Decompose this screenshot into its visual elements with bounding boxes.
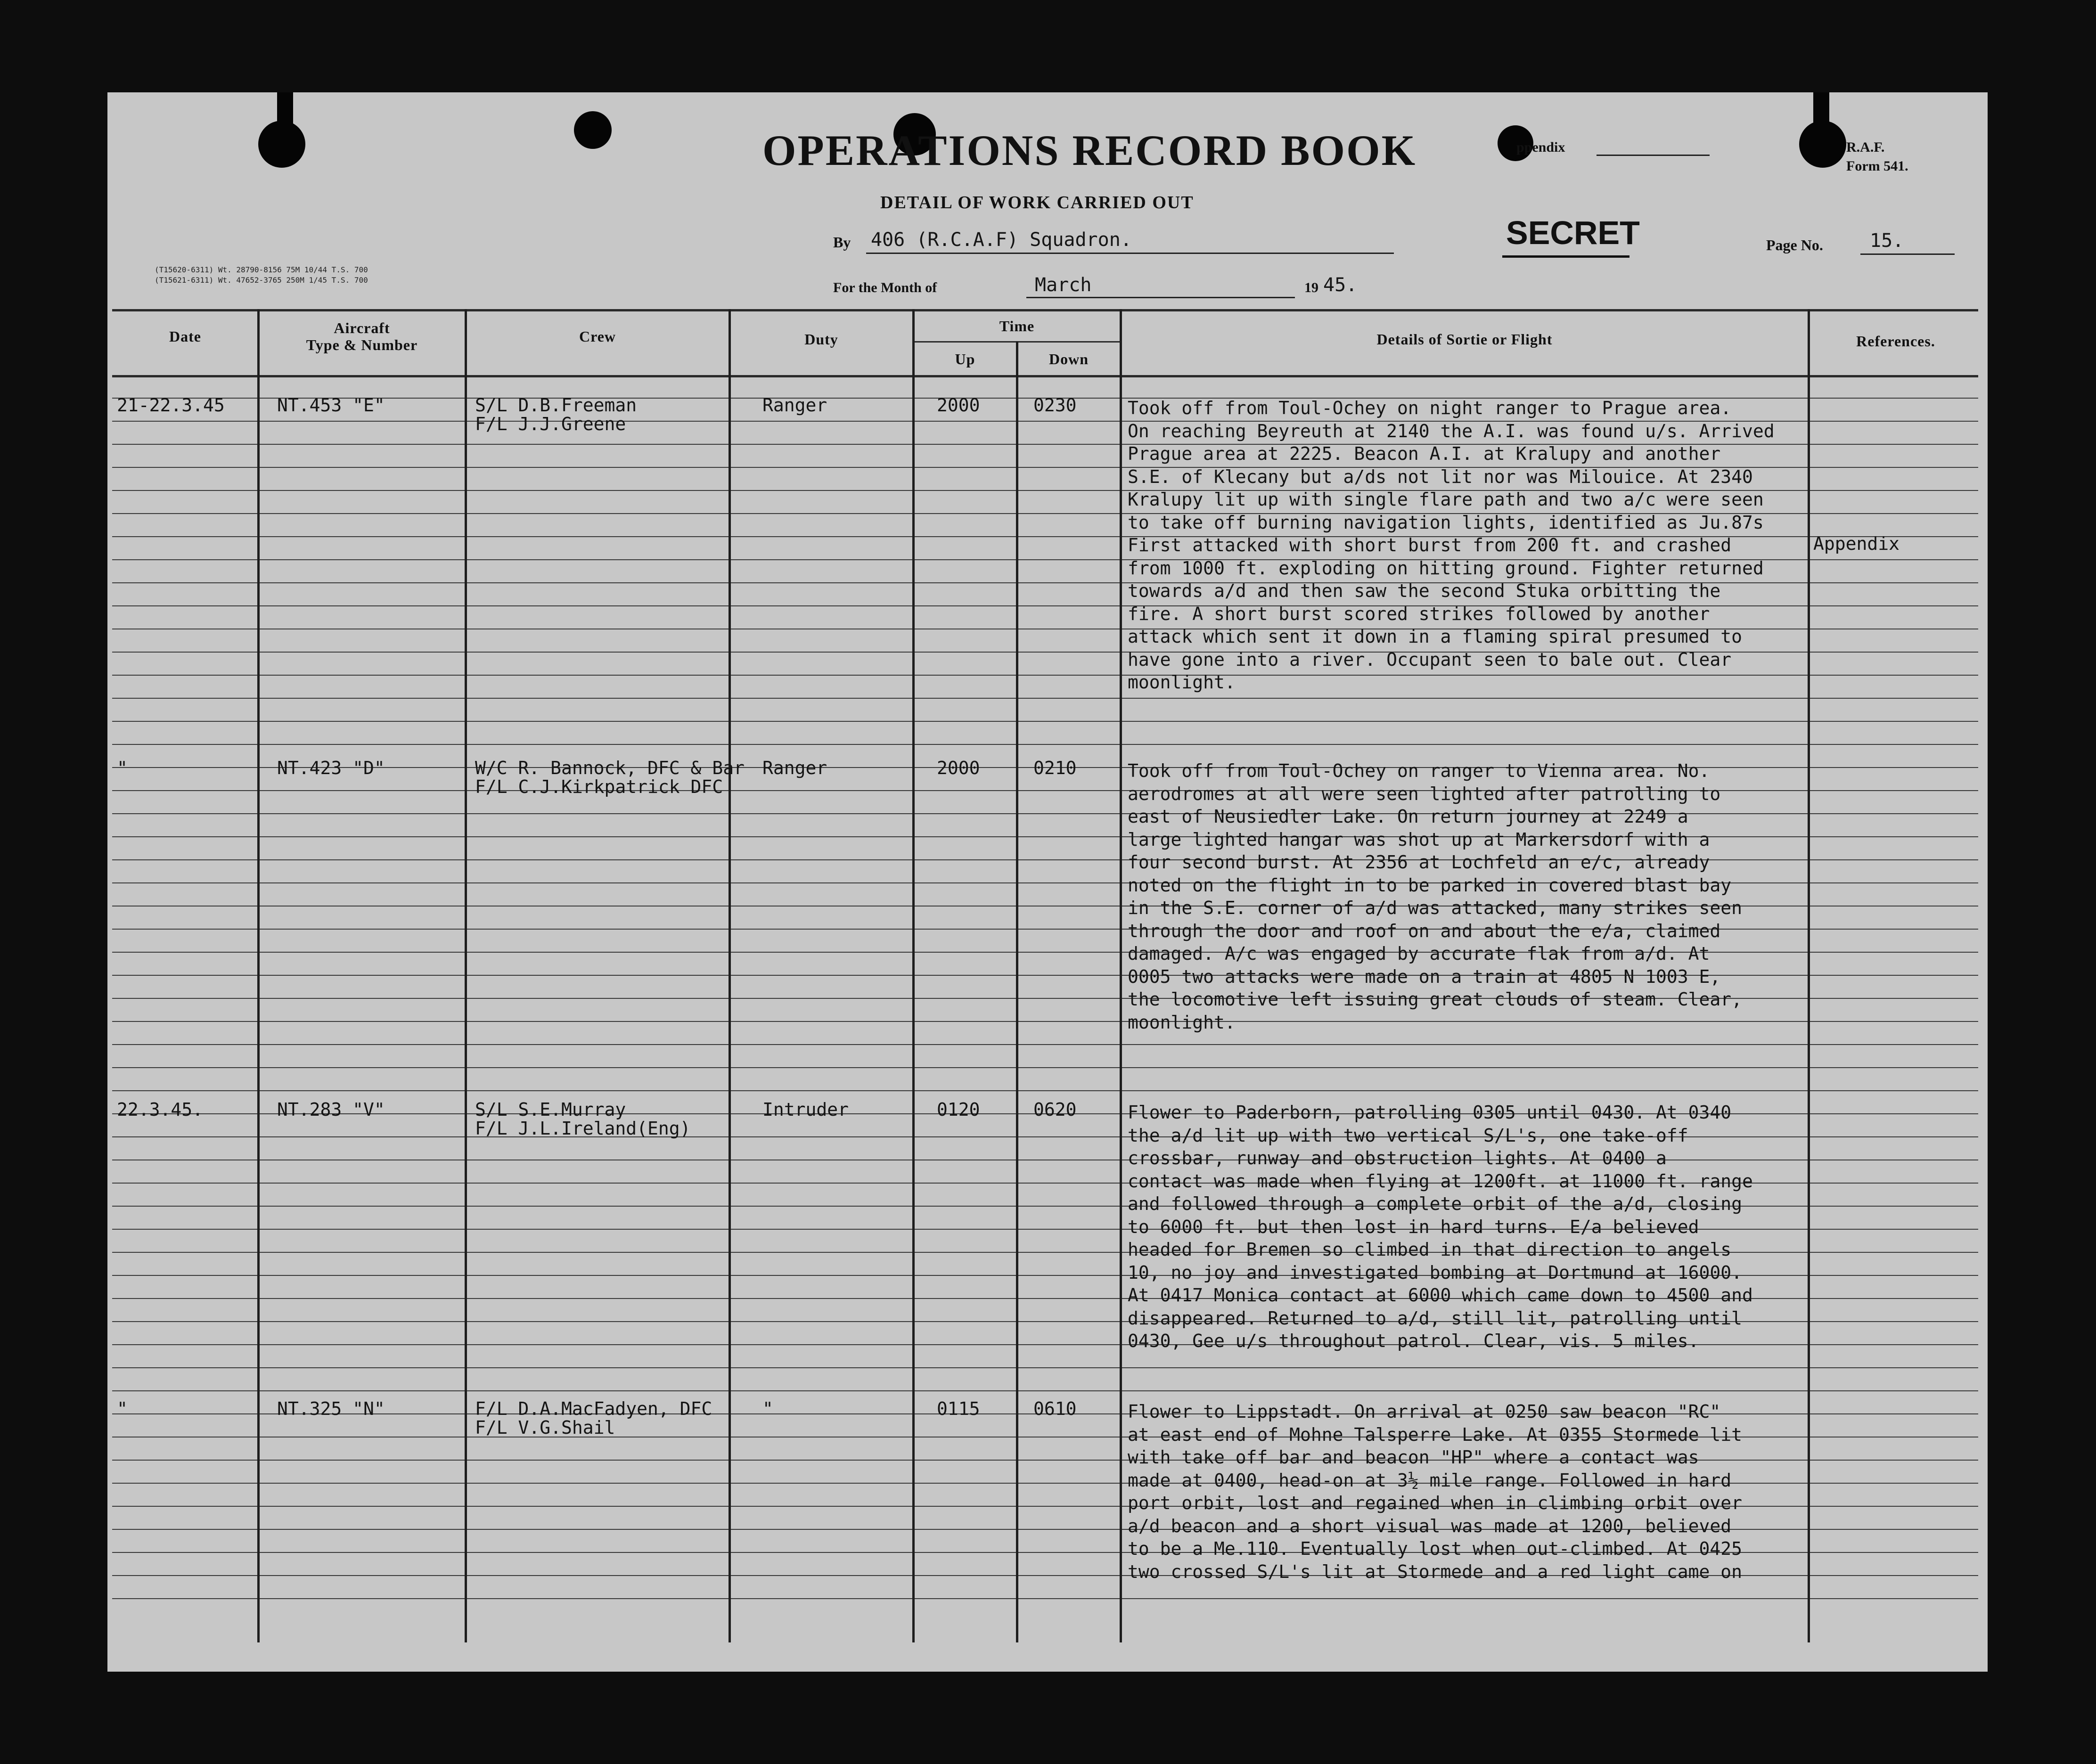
- entry-detail-line: Took off from Toul-Ochey on night ranger to Prague area.: [1128, 398, 1732, 418]
- header-bottom-border: [112, 375, 1978, 377]
- entry-detail-line: a/d beacon and a short visual was made at 1200, believed: [1128, 1515, 1732, 1536]
- entry-detail-line: moonlight.: [1128, 672, 1236, 693]
- entry-detail-line: Prague area at 2225. Beacon A.I. at Kralupy and another: [1128, 443, 1721, 464]
- ruled-line: [112, 698, 1978, 699]
- entry-detail-line: contact was made when flying at 1200ft. at 11000 ft. range: [1128, 1170, 1753, 1192]
- entry-detail-line: made at 0400, head-on at 3½ mile range. Followed in hard: [1128, 1470, 1732, 1491]
- entry-detail-line: Flower to Lippstadt. On arrival at 0250 saw beacon "RC": [1128, 1401, 1721, 1422]
- entry-crew-member: W/C R. Bannock, DFC & Bar: [475, 758, 745, 778]
- col-date: Date: [169, 328, 201, 345]
- entry-time-up: 0115: [937, 1398, 980, 1419]
- entry-date: 21-22.3.45: [117, 395, 225, 416]
- entry-detail-line: east of Neusiedler Lake. On return journey at 2249 a: [1128, 806, 1688, 827]
- column-rule: [1120, 309, 1122, 1642]
- ruled-line: [112, 1390, 1978, 1391]
- print-code-1: (T15620-6311) Wt. 28790-8156 75M 10/44 T.S. 700: [155, 265, 368, 274]
- entry-detail-line: the locomotive left issuing great clouds of steam. Clear,: [1128, 989, 1743, 1010]
- entry-detail-line: at east end of Mohne Talsperre Lake. At 0355 Stormede lit: [1128, 1424, 1743, 1445]
- col-details: Details of Sortie or Flight: [1376, 331, 1553, 348]
- entry-time-up: 0120: [937, 1099, 980, 1120]
- ruled-line: [112, 721, 1978, 722]
- entry-aircraft: NT.325 "N": [277, 1398, 385, 1419]
- column-rule: [912, 309, 915, 1642]
- entry-aircraft: NT.423 "D": [277, 758, 385, 778]
- ruled-line: [112, 813, 1978, 814]
- entry-duty: Ranger: [762, 395, 827, 416]
- col-aircraft-1: Aircraft: [334, 319, 390, 336]
- month-value: March: [1035, 274, 1092, 296]
- ruled-line: [112, 1598, 1978, 1599]
- entry-detail-line: have gone into a river. Occupant seen to bale out. Clear: [1128, 649, 1732, 670]
- entry-detail-line: aerodromes at all were seen lighted after patrolling to: [1128, 783, 1721, 804]
- entry-detail-line: four second burst. At 2356 at Lochfeld an e/c, already: [1128, 852, 1710, 873]
- entry-date: 22.3.45.: [117, 1099, 204, 1120]
- entry-detail-line: 10, no joy and investigated bombing at Dortmund at 16000.: [1128, 1262, 1743, 1283]
- entry-detail-line: Flower to Paderborn, patrolling 0305 until 0430. At 0340: [1128, 1102, 1732, 1123]
- form-ref-line1: R.A.F.: [1846, 139, 1885, 155]
- entry-detail-line: the a/d lit up with two vertical S/L's, one take-off: [1128, 1125, 1688, 1146]
- entry-detail-line: to be a Me.110. Eventually lost when out-climbed. At 0425: [1128, 1538, 1743, 1559]
- entry-crew-member: F/L J.J.Greene: [475, 414, 626, 434]
- entry-time-up: 2000: [937, 395, 980, 416]
- col-crew: Crew: [579, 328, 616, 345]
- entry-duty: Ranger: [762, 758, 827, 778]
- record-sheet: [107, 92, 1988, 1672]
- entry-detail-line: in the S.E. corner of a/d was attacked, many strikes seen: [1128, 898, 1743, 918]
- form-subtitle: DETAIL OF WORK CARRIED OUT: [880, 193, 1194, 212]
- sortie-table: [107, 92, 1988, 1672]
- table-top-border: [112, 309, 1978, 311]
- year-prefix: 19: [1304, 280, 1318, 295]
- column-rule: [1016, 341, 1018, 1642]
- entry-detail-line: port orbit, lost and regained when in climbing orbit over: [1128, 1493, 1743, 1513]
- entry-detail-line: through the door and roof on and about the e/a, claimed: [1128, 920, 1721, 941]
- col-duty: Duty: [804, 331, 838, 348]
- entry-detail-line: with take off bar and beacon "HP" where a contact was: [1128, 1447, 1699, 1468]
- by-label: By: [833, 234, 851, 251]
- month-label: For the Month of: [833, 280, 937, 295]
- entry-crew-member: S/L D.B.Freeman: [475, 395, 637, 416]
- page-label: Page No.: [1766, 237, 1823, 253]
- entry-detail-line: S.E. of Klecany but a/ds not lit nor was Milouice. At 2340: [1128, 466, 1753, 487]
- column-rule: [465, 309, 467, 1642]
- entry-time-down: 0610: [1033, 1398, 1077, 1419]
- entry-reference: Appendix: [1813, 533, 1900, 554]
- entry-time-down: 0210: [1033, 758, 1077, 778]
- entry-detail-line: headed for Bremen so climbed in that direction to angels: [1128, 1239, 1732, 1260]
- column-rule: [257, 309, 260, 1642]
- col-down: Down: [1048, 351, 1089, 368]
- ruled-line: [112, 1021, 1978, 1022]
- entry-detail-line: On reaching Beyreuth at 2140 the A.I. was found u/s. Arrived: [1128, 420, 1775, 441]
- entry-detail-line: two crossed S/L's lit at Stormede and a red light came on: [1128, 1561, 1743, 1582]
- ruled-line: [112, 1090, 1978, 1091]
- entry-detail-line: to take off burning navigation lights, identified as Ju.87s: [1128, 512, 1764, 533]
- form-ref-line2: Form 541.: [1846, 158, 1908, 174]
- entry-crew-member: F/L J.L.Ireland(Eng): [475, 1118, 691, 1139]
- entry-detail-line: moonlight.: [1128, 1012, 1236, 1033]
- entry-crew-member: F/L V.G.Shail: [475, 1417, 615, 1438]
- squadron-value: 406 (R.C.A.F) Squadron.: [871, 229, 1132, 251]
- entry-date: ": [117, 758, 128, 778]
- col-aircraft-2: Type & Number: [306, 336, 418, 353]
- entry-aircraft: NT.453 "E": [277, 395, 385, 416]
- column-rule: [1808, 309, 1810, 1642]
- entry-date: ": [117, 1398, 128, 1419]
- ruled-line: [112, 1067, 1978, 1068]
- form-title: OPERATIONS RECORD BOOK: [762, 126, 1417, 174]
- entry-duty: Intruder: [762, 1099, 849, 1120]
- entry-detail-line: Kralupy lit up with single flare path and two a/c were seen: [1128, 489, 1764, 510]
- entry-detail-line: from 1000 ft. exploding on hitting ground. Fighter returned: [1128, 557, 1764, 579]
- entry-detail-line: At 0417 Monica contact at 6000 which came down to 4500 and: [1128, 1285, 1753, 1306]
- entry-detail-line: disappeared. Returned to a/d, still lit, patrolling until: [1128, 1307, 1743, 1329]
- entry-detail-line: crossbar, runway and obstruction lights. At 0400 a: [1128, 1148, 1667, 1168]
- entry-detail-line: Took off from Toul-Ochey on ranger to Vienna area. No.: [1128, 760, 1710, 781]
- entry-time-up: 2000: [937, 758, 980, 778]
- col-references: References.: [1856, 333, 1935, 350]
- entry-crew-member: S/L S.E.Murray: [475, 1099, 626, 1120]
- entry-duty: ": [762, 1398, 773, 1419]
- entry-crew-member: F/L D.A.MacFadyen, DFC: [475, 1398, 712, 1419]
- entry-detail-line: and followed through a complete orbit of the a/d, closing: [1128, 1193, 1743, 1214]
- classification-stamp: SECRET: [1506, 214, 1640, 251]
- col-up: Up: [955, 351, 975, 368]
- entry-aircraft: NT.283 "V": [277, 1099, 385, 1120]
- entry-detail-line: attack which sent it down in a flaming spiral presumed to: [1128, 626, 1743, 647]
- entry-detail-line: fire. A short burst scored strikes followed by another: [1128, 603, 1710, 624]
- entry-detail-line: 0005 two attacks were made on a train at 4805 N 1003 E,: [1128, 966, 1721, 987]
- appendix-label: ppendix: [1516, 139, 1565, 155]
- entry-detail-line: towards a/d and then saw the second Stuka orbitting the: [1128, 580, 1721, 601]
- entry-time-down: 0620: [1033, 1099, 1077, 1120]
- ruled-line: [112, 1136, 1978, 1137]
- entry-time-down: 0230: [1033, 395, 1077, 416]
- ruled-line: [112, 675, 1978, 676]
- col-time: Time: [999, 318, 1035, 335]
- ruled-line: [112, 744, 1978, 745]
- entry-detail-line: First attacked with short burst from 200 ft. and crashed: [1128, 535, 1732, 555]
- entry-detail-line: noted on the flight in to be parked in covered blast bay: [1128, 874, 1732, 896]
- page-value: 15.: [1870, 230, 1904, 252]
- print-code-2: (T15621-6311) Wt. 47652-3765 250M 1/45 T.S. 700: [155, 276, 368, 285]
- column-rule: [729, 309, 731, 1642]
- entry-crew-member: F/L C.J.Kirkpatrick DFC: [475, 776, 723, 797]
- year-suffix: 45.: [1323, 274, 1358, 296]
- ruled-line: [112, 1367, 1978, 1368]
- entry-detail-line: 0430, Gee u/s throughout patrol. Clear, vis. 5 miles.: [1128, 1331, 1699, 1351]
- ruled-line: [112, 1044, 1978, 1045]
- entry-detail-line: large lighted hangar was shot up at Markersdorf with a: [1128, 829, 1710, 850]
- entry-detail-line: damaged. A/c was engaged by accurate flak from a/d. At: [1128, 943, 1710, 964]
- entry-detail-line: to 6000 ft. but then lost in hard turns. E/a believed: [1128, 1216, 1699, 1237]
